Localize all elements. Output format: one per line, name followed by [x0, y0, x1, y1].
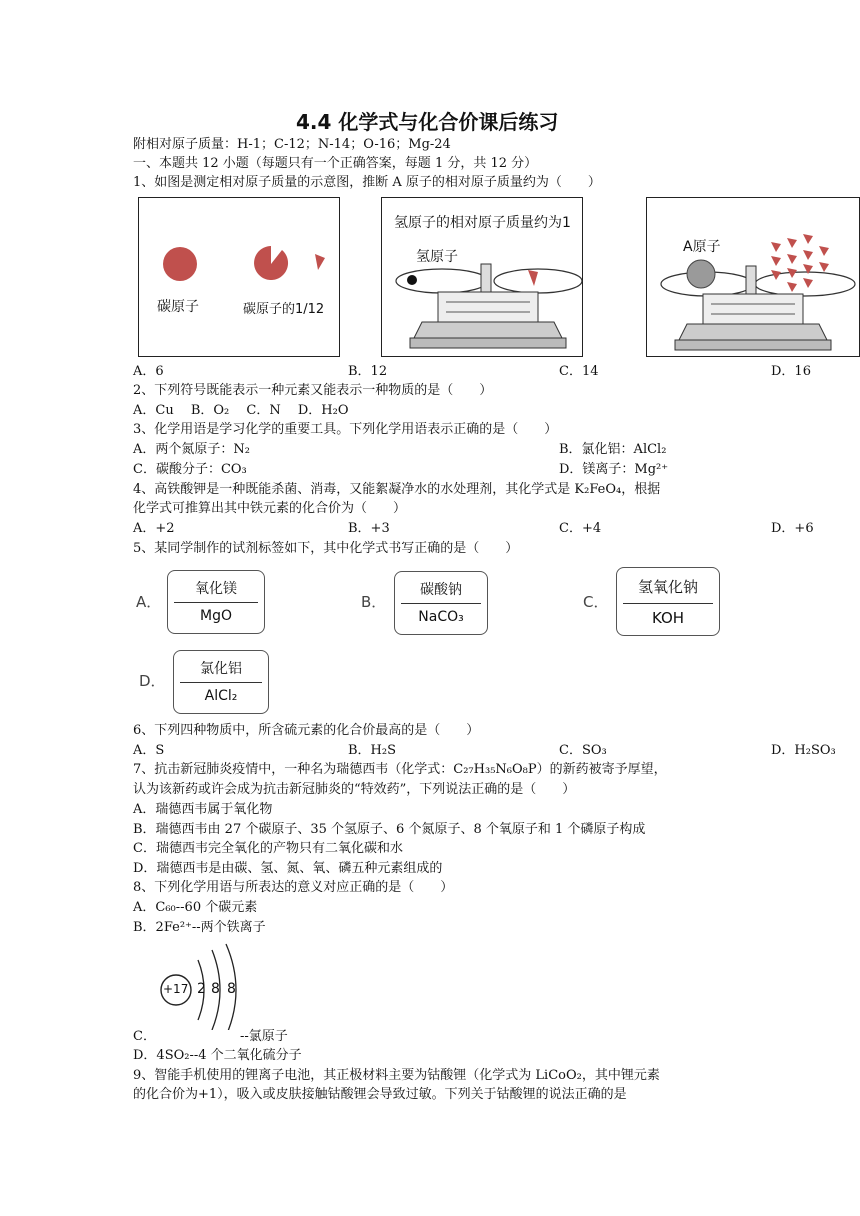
figure-hydrogen [381, 197, 583, 357]
figure-a-atom [646, 197, 860, 357]
reagent-label-d [173, 650, 269, 714]
reagent-name: 氯化铝 [200, 661, 242, 677]
q9-stem-2: 的化合价为+1），吸入或皮肤接触钴酸锂会导致过敏。下列关于钴酸锂的说法正确的是 [133, 1087, 627, 1102]
q8-stem: 8、下列化学用语与所表达的意义对应正确的是（ ） [133, 880, 454, 895]
q9-stem-1: 9、智能手机使用的锂离子电池，其正极材料主要为钴酸锂（化学式为 LiCoO₂，其中锂元素 [133, 1068, 660, 1083]
carbon-diagram [139, 198, 339, 356]
q8-option-c-text: --氯原子 [240, 1029, 288, 1044]
reagent-name: 碳酸钠 [420, 582, 462, 598]
shell-1: 2 [197, 981, 206, 997]
figure-carbon [138, 197, 340, 357]
hydrogen-caption: 氢原子的相对原子质量约为1 [394, 215, 571, 231]
q7-stem-2: 认为该新药或许会成为抗击新冠肺炎的“特效药”，下列说法正确的是（ ） [133, 782, 576, 797]
q1-option-d: D．16 [771, 364, 811, 379]
q3-option-b: B．氯化铝：AlCl₂ [559, 442, 667, 457]
q2-options: A．Cu B．O₂ C．N D．H₂O [133, 403, 349, 418]
q4-option-a: A．+2 [133, 521, 175, 536]
q4-option-c: C．+4 [559, 521, 602, 536]
q1-option-b: B．12 [348, 364, 388, 379]
page-title: 4.4 化学式与化合价课后练习 [296, 110, 559, 134]
q4-stem-2: 化学式可推算出其中铁元素的化合价为（ ） [133, 501, 407, 516]
carbon-label: 碳原子 [157, 299, 199, 315]
reagent-formula: NaCO₃ [418, 609, 464, 625]
q6-option-d: D．H₂SO₃ [771, 743, 836, 758]
q3-stem: 3、化学用语是学习化学的重要工具。下列化学用语表示正确的是（ ） [133, 422, 558, 437]
q8-option-c-letter: C． [133, 1029, 156, 1044]
chlorine-structure-diagram [158, 940, 248, 1030]
atomic-masses: 附相对原子质量：H-1；C-12；N-14；O-16；Mg-24 [133, 137, 451, 152]
q8-option-b: B．2Fe²⁺--两个铁离子 [133, 920, 266, 935]
section-heading: 一、本题共 12 小题（每题只有一个正确答案，每题 1 分，共 12 分） [133, 156, 538, 171]
a-atom-label: A原子 [683, 239, 721, 255]
q6-option-c: C．SO₃ [559, 743, 607, 758]
hydrogen-label: 氢原子 [416, 249, 458, 265]
q7-option-c: C．瑞德西韦完全氧化的产物只有二氧化碳和水 [133, 841, 403, 856]
q5-letter-c: C． [583, 593, 609, 611]
q3-option-c: C．碳酸分子：CO₃ [133, 462, 247, 477]
q7-stem-1: 7、抗击新冠肺炎疫情中，一种名为瑞德西韦（化学式：C₂₇H₃₅N₆O₈P）的新药被寄予厚望， [133, 762, 667, 777]
q6-option-a: A．S [133, 743, 165, 758]
q4-option-b: B．+3 [348, 521, 390, 536]
q1-stem: 1、如图是测定相对原子质量的示意图，推断 A 原子的相对原子质量约为（ ） [133, 175, 601, 190]
q3-option-a: A．两个氮原子：N₂ [133, 442, 250, 457]
reagent-name: 氧化镁 [195, 581, 237, 597]
q7-option-a: A．瑞德西韦属于氧化物 [133, 802, 273, 817]
q1-option-a: A．6 [133, 364, 164, 379]
q8-option-a: A．C₆₀--60 个碳元素 [133, 900, 258, 915]
balance-diagram-2 [647, 198, 859, 356]
reagent-label-b [394, 571, 488, 635]
q7-option-b: B．瑞德西韦由 27 个碳原子、35 个氢原子、6 个氮原子、8 个氧原子和 1 个磷原子构成 [133, 822, 646, 837]
carbon-twelfth-icon [315, 254, 325, 270]
q5-letter-a: A． [136, 593, 162, 611]
q6-option-b: B．H₂S [348, 743, 397, 758]
nucleus-charge: +17 [163, 982, 189, 996]
carbon-atom-icon [163, 247, 197, 281]
q5-stem: 5、某同学制作的试剂标签如下，其中化学式书写正确的是（ ） [133, 541, 519, 556]
q4-stem-1: 4、高铁酸钾是一种既能杀菌、消毒，又能絮凝净水的水处理剂，其化学式是 K₂FeO₄，根据 [133, 482, 661, 497]
carbon-twelfth-label: 碳原子的1/12 [243, 302, 325, 317]
q3-option-d: D．镁离子：Mg²⁺ [559, 462, 669, 477]
reagent-label-c [616, 567, 720, 636]
reagent-formula: MgO [200, 608, 232, 624]
reagent-name: 氢氧化钠 [637, 578, 698, 596]
q5-letter-d: D． [139, 672, 166, 690]
q7-option-d: D．瑞德西韦是由碳、氢、氮、氧、磷五种元素组成的 [133, 861, 443, 876]
q2-stem: 2、下列符号既能表示一种元素又能表示一种物质的是（ ） [133, 383, 493, 398]
shell-2: 8 [211, 981, 220, 997]
q1-option-c: C．14 [559, 364, 599, 379]
q5-letter-b: B． [361, 593, 387, 611]
carbon-partial-icon [254, 246, 288, 280]
reagent-formula: AlCl₂ [204, 688, 238, 704]
shell-3: 8 [227, 981, 236, 997]
reagent-label-a [167, 570, 265, 634]
q6-stem: 6、下列四种物质中，所含硫元素的化合价最高的是（ ） [133, 723, 480, 738]
q4-option-d: D．+6 [771, 521, 814, 536]
reagent-formula: KOH [651, 609, 685, 627]
q8-option-d: D．4SO₂--4 个二氧化硫分子 [133, 1048, 302, 1063]
hydrogen-atom-icon [407, 275, 417, 285]
a-atom-icon [687, 260, 715, 288]
